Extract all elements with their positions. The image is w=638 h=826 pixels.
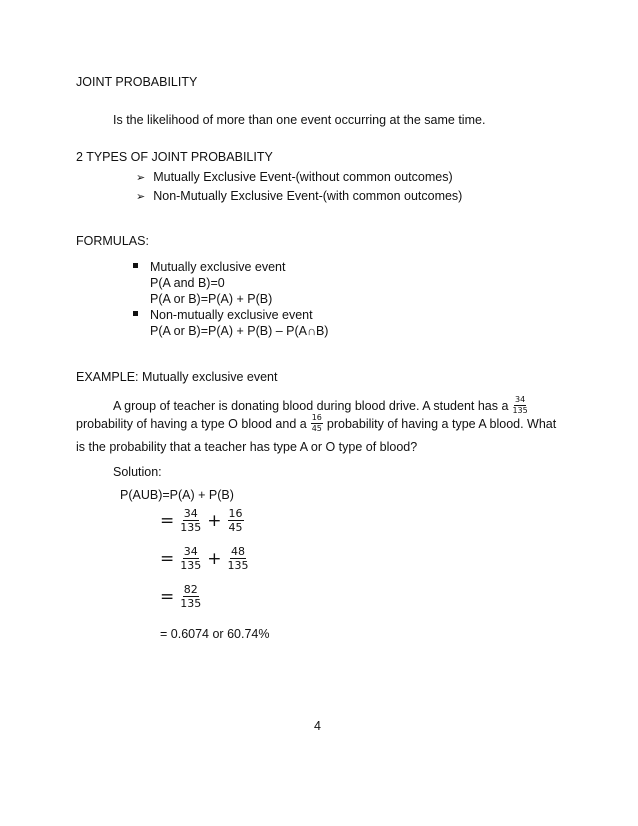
equals-sign: = xyxy=(160,548,175,569)
fraction xyxy=(180,508,201,533)
fraction xyxy=(180,546,201,571)
fraction-numerator: 16 xyxy=(228,507,243,520)
problem-text: probability of having a type O blood and a xyxy=(76,416,307,431)
fraction xyxy=(512,396,527,415)
square-bullet-icon xyxy=(133,263,138,268)
fraction-numerator: 48 xyxy=(231,545,245,558)
arrow-bullet-icon: ➢ xyxy=(136,171,146,184)
fraction-numerator: 16 xyxy=(311,413,322,422)
fraction-denominator: 135 xyxy=(512,406,528,415)
fraction-denominator: 135 xyxy=(180,559,202,572)
fraction-numerator: 34 xyxy=(183,507,198,520)
plus-sign: + xyxy=(207,548,222,569)
fraction-numerator: 34 xyxy=(183,545,198,558)
fraction-denominator: 45 xyxy=(228,521,243,534)
fraction-denominator: 45 xyxy=(311,424,322,433)
definition-text: Is the likelihood of more than one event occurring at the same time. xyxy=(113,113,486,127)
solution-step-3 xyxy=(160,584,201,609)
solution-label: Solution: xyxy=(113,465,162,479)
fraction-numerator: 82 xyxy=(183,583,198,596)
solution-step-2 xyxy=(160,546,249,571)
formula-line: P(A or B)=P(A) + P(B) xyxy=(150,292,273,306)
page-number: 4 xyxy=(314,719,321,733)
fraction xyxy=(228,508,244,533)
heading-types: 2 TYPES OF JOINT PROBABILITY xyxy=(76,150,273,164)
plus-sign: + xyxy=(207,510,222,531)
arrow-bullet-icon: ➢ xyxy=(136,190,146,203)
formula-label: Mutually exclusive event xyxy=(150,260,286,274)
fraction-denominator: 135 xyxy=(180,521,202,534)
fraction-numerator: 34 xyxy=(514,395,526,404)
fraction-denominator: 135 xyxy=(180,597,202,610)
heading-joint-probability: JOINT PROBABILITY xyxy=(76,75,198,89)
solution-step-0: P(AUB)=P(A) + P(B) xyxy=(120,488,234,502)
square-bullet-icon xyxy=(133,311,138,316)
heading-formulas: FORMULAS: xyxy=(76,234,149,248)
problem-text: probability of having a type A blood. What xyxy=(326,416,557,431)
solution-result: = 0.6074 or 60.74% xyxy=(160,627,270,641)
formula-item xyxy=(133,308,313,322)
problem-line-2 xyxy=(76,414,556,433)
formula-line: P(A or B)=P(A) + P(B) – P(A∩B) xyxy=(150,324,329,338)
equals-sign: = xyxy=(160,510,175,531)
formula-line: P(A and B)=0 xyxy=(150,276,225,290)
type-item xyxy=(136,189,462,203)
equals-sign: = xyxy=(160,586,175,607)
fraction xyxy=(311,414,323,433)
heading-example: EXAMPLE: Mutually exclusive event xyxy=(76,370,278,384)
fraction xyxy=(180,584,201,609)
fraction xyxy=(228,546,249,571)
type-item xyxy=(136,170,453,184)
fraction-denominator: 135 xyxy=(227,559,249,572)
formula-label: Non-mutually exclusive event xyxy=(150,308,313,322)
problem-line-3: is the probability that a teacher has type A or O type of blood? xyxy=(76,440,418,454)
formula-item xyxy=(133,260,285,274)
solution-step-1 xyxy=(160,508,244,533)
type-item-label: Mutually Exclusive Event-(without common outcomes) xyxy=(153,170,453,184)
type-item-label: Non-Mutually Exclusive Event-(with common outcomes) xyxy=(153,189,463,203)
problem-text: A group of teacher is donating blood during blood drive. A student has a xyxy=(113,398,509,413)
